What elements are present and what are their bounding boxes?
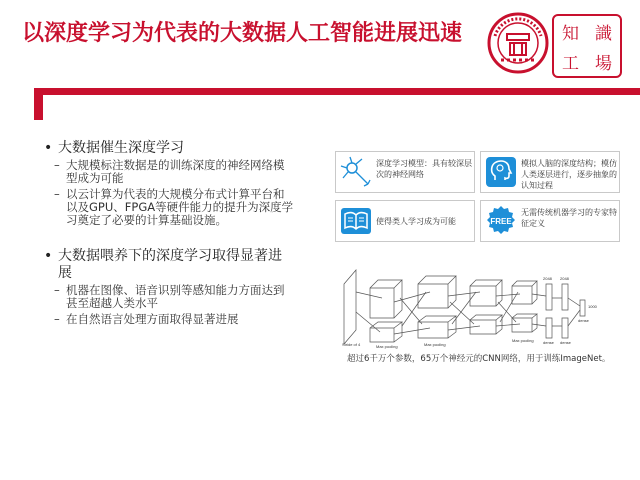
feature-card xyxy=(335,151,475,193)
figure-label: 2048 xyxy=(560,276,569,281)
figure-caption: 超过6千万个参数，65万个神经元的CNN网络，用于训练ImageNet。 xyxy=(347,354,611,364)
bullet-list xyxy=(44,140,294,329)
brain-head-icon xyxy=(485,156,517,188)
figure-label: dense xyxy=(543,340,554,345)
card-text: 无需传统机器学习的专家特征定义 xyxy=(521,208,617,228)
sub-bullet-list xyxy=(44,159,294,227)
figure-label: dense xyxy=(578,318,589,323)
figure-label: Max pooling xyxy=(512,338,534,343)
card-text: 模拟人脑的深度结构；模仿人类逐层进行，逐步抽象的认知过程 xyxy=(521,159,617,190)
free-badge-icon xyxy=(485,205,517,237)
figure-label: dense xyxy=(560,340,571,345)
title-divider-tab xyxy=(34,88,43,120)
bullet-item: • 大数据喂养下的深度学习取得显著进展 xyxy=(44,248,294,282)
figure-label: Max pooling xyxy=(376,344,398,349)
sub-bullet-item: – 在自然语言处理方面取得显著进展 xyxy=(54,313,294,326)
figure-label: 1000 xyxy=(588,304,597,309)
figure-label: Stride of 4 xyxy=(342,342,361,347)
book-icon xyxy=(340,205,372,237)
svg-text:FREE: FREE xyxy=(490,217,512,226)
logo-char: 工 xyxy=(562,53,579,74)
zhishi-gongchang-logo xyxy=(552,14,622,78)
sub-bullet-item: – 大规模标注数据是的训练深度的神经网络模型成为可能 xyxy=(54,159,294,185)
card-text: 使得类人学习成为可能 xyxy=(376,217,456,226)
feature-card xyxy=(480,151,620,193)
sub-bullet-item: – 机器在图像、语音识别等感知能力方面达到甚至超越人类水平 xyxy=(54,284,294,310)
logo-char: 知 xyxy=(562,23,579,44)
feature-card xyxy=(480,200,620,242)
card-text: 深度学习模型：具有较深层次的神经网络 xyxy=(376,159,472,179)
title-divider xyxy=(34,88,640,95)
bullet-item: • 大数据催生深度学习 xyxy=(44,140,294,157)
fudan-university-logo xyxy=(487,12,549,74)
neuron-icon xyxy=(340,156,372,188)
figure-label: 2048 xyxy=(543,276,552,281)
logo-char: 場 xyxy=(595,53,612,74)
sub-bullet-item: – 以云计算为代表的大规模分布式计算平台和以及GPU、FPGA等硬件能力的提升为深度学习奠定了必要的计算基础设施。 xyxy=(54,188,294,227)
feature-card xyxy=(335,200,475,242)
logo-char: 識 xyxy=(595,23,612,44)
page-title: 以深度学习为代表的大数据人工智能进展迅速 xyxy=(22,21,463,46)
cnn-architecture-diagram xyxy=(340,262,615,350)
sub-bullet-list xyxy=(44,284,294,326)
figure-label: Max pooling xyxy=(424,342,446,347)
